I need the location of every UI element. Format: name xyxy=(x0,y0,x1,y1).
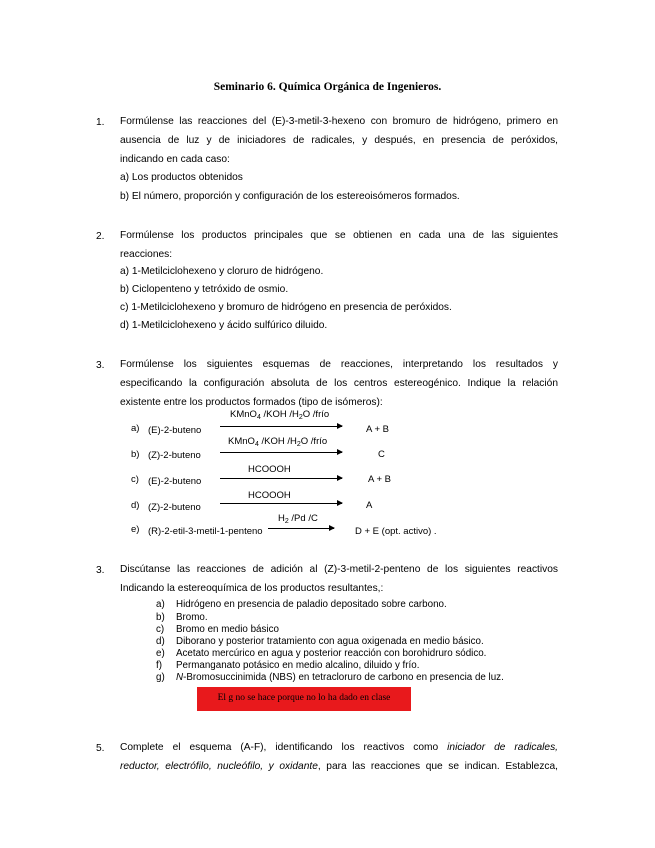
q4-item-g-italic: N xyxy=(176,672,184,683)
q3-line2: especificando la configuración absoluta de los centros estereogénico. Indique la relación xyxy=(120,378,558,389)
reaction-c-reagent: HCOOOH xyxy=(248,464,291,475)
q1-number: 1. xyxy=(96,117,105,128)
q2-item-b: b) Ciclopenteno y tetróxido de osmio. xyxy=(120,284,289,295)
q4-number: 3. xyxy=(96,565,105,576)
page-title: Seminario 6. Química Orgánica de Ingenieros. xyxy=(213,81,442,93)
reaction-d-reagent: HCOOOH xyxy=(248,490,291,501)
reagent-a-part1: KMnO xyxy=(230,409,257,420)
reaction-a-reactant: (E)-2-buteno xyxy=(148,425,202,436)
q1-line2: ausencia de luz y de iniciadores de radicales, y después, en presencia de peróxidos, xyxy=(120,135,558,146)
q5-line2-italic: reductor, electrófilo, nucleófilo, y oxidante xyxy=(120,761,318,772)
q4-item-a-text: Hidrógeno en presencia de paladio depositado sobre carbono. xyxy=(176,599,447,610)
reagent-b-part1: KMnO xyxy=(228,436,255,447)
reaction-c-reactant: (E)-2-buteno xyxy=(148,476,202,487)
reagent-a-sub2: 2 xyxy=(298,414,303,421)
reaction-d-letter: d) xyxy=(131,500,140,511)
reaction-e-letter: e) xyxy=(131,524,140,535)
q2-text xyxy=(120,226,558,264)
q4-item-b-text: Bromo. xyxy=(176,612,208,623)
q5-number: 5. xyxy=(96,743,105,754)
reagent-e-part2: /Pd /C xyxy=(288,513,318,524)
q4-item-b-letter: b) xyxy=(156,612,165,623)
q1-item-a: a) Los productos obtenidos xyxy=(120,172,243,183)
reaction-b-product: C xyxy=(378,449,385,460)
q4-item-d-letter: d) xyxy=(156,636,165,647)
q2-line2: reacciones: xyxy=(120,249,173,260)
q4-item-g-text xyxy=(176,672,504,683)
reagent-b-part3: O /frío xyxy=(300,436,328,447)
q4-line1: Discútanse las reacciones de adición al (Z)-3-metil-2-penteno de los siguientes reactivos xyxy=(120,564,558,575)
q2-item-d: d) 1-Metilciclohexeno y ácido sulfúrico diluido. xyxy=(120,320,328,331)
reagent-b-part2: /KOH /H xyxy=(258,436,297,447)
q2-item-c: c) 1-Metilciclohexeno y bromuro de hidrógeno en presencia de peróxidos. xyxy=(120,302,452,313)
reaction-d-product: A xyxy=(366,500,373,511)
q4-item-e-letter: e) xyxy=(156,648,165,659)
reagent-b-sub2: 2 xyxy=(296,441,301,448)
q4-item-g-rest: -Bromosuccinimida (NBS) en tetracloruro de carbono en presencia de luz. xyxy=(183,672,504,683)
q1-line1: Formúlense las reacciones del (E)-3-metil-3-hexeno con bromuro de hidrógeno, primero en xyxy=(120,116,558,127)
reaction-e-product: D + E (opt. activo) . xyxy=(355,526,437,537)
reaction-c-letter: c) xyxy=(131,474,139,485)
reagent-b-sub1: 4 xyxy=(254,441,259,448)
reaction-a-letter: a) xyxy=(131,423,140,434)
q5-line1 xyxy=(120,738,558,757)
q4-item-g-letter: g) xyxy=(156,672,165,683)
q4-item-e-text: Acetato mercúrico en agua y posterior reacción con borohidruro sódico. xyxy=(176,648,487,659)
q4-item-f-text: Permanganato potásico en medio alcalino, diluido y frío. xyxy=(176,660,420,671)
reagent-a-part2: /KOH /H xyxy=(260,409,299,420)
q5-line1-start: Complete el esquema (A-F), identificando los reactivos como xyxy=(120,742,448,753)
reaction-b-reactant: (Z)-2-buteno xyxy=(148,450,201,461)
reagent-e-sub1: 2 xyxy=(284,518,289,525)
note-text: El g no se hace porque no lo ha dado en clase xyxy=(217,693,391,703)
q4-item-f-letter: f) xyxy=(156,660,162,671)
reaction-b-arrow xyxy=(220,452,342,453)
reaction-e-reactant: (R)-2-etil-3-metil-1-penteno xyxy=(148,526,263,537)
q2-item-a: a) 1-Metilciclohexeno y cloruro de hidrógeno. xyxy=(120,266,324,277)
q4-item-d-text: Diborano y posterior tratamiento con agua oxigenada en medio básico. xyxy=(176,636,484,647)
q5-text xyxy=(120,738,558,776)
q1-item-b: b) El número, proporción y configuración de los estereoisómeros formados. xyxy=(120,191,460,202)
q4-text xyxy=(120,560,558,598)
reagent-a-part3: O /frío xyxy=(302,409,330,420)
q4-line2: Indicando la estereoquímica de los productos resultantes,: xyxy=(120,583,384,594)
q5-line2 xyxy=(120,757,558,776)
q4-item-a-letter: a) xyxy=(156,599,165,610)
q5-line2-end: , para las reacciones que se indican. Establezca, xyxy=(317,761,558,772)
note-highlight xyxy=(197,687,411,711)
reaction-a-arrow xyxy=(220,426,342,427)
q4-item-c-letter: c) xyxy=(156,624,165,635)
reaction-e-reagent xyxy=(278,513,318,525)
reaction-d-arrow xyxy=(220,503,342,504)
q3-text xyxy=(120,355,558,412)
reaction-c-product: A + B xyxy=(368,474,391,485)
q3-line3: existente entre los productos formados (tipo de isómeros): xyxy=(120,397,383,408)
q1-text xyxy=(120,112,558,169)
reaction-b-letter: b) xyxy=(131,449,140,460)
q2-number: 2. xyxy=(96,231,105,242)
q4-item-c-text: Bromo en medio básico xyxy=(176,624,279,635)
q5-line1-italic: iniciador de radicales, xyxy=(447,742,558,753)
reaction-a-reagent xyxy=(230,409,329,421)
reaction-d-reactant: (Z)-2-buteno xyxy=(148,502,201,513)
reaction-a-product: A + B xyxy=(366,424,389,435)
reagent-a-sub1: 4 xyxy=(256,414,261,421)
q3-number: 3. xyxy=(96,360,105,371)
reaction-b-reagent xyxy=(228,436,327,448)
reagent-e-part1: H xyxy=(278,513,285,524)
reaction-e-arrow xyxy=(268,528,334,529)
q3-line1: Formúlense los siguientes esquemas de reacciones, interpretando los resultados y xyxy=(120,359,558,370)
reaction-c-arrow xyxy=(220,478,342,479)
q2-line1: Formúlense los productos principales que se obtienen en cada una de las siguientes xyxy=(120,230,558,241)
q1-line3: indicando en cada caso: xyxy=(120,154,230,165)
